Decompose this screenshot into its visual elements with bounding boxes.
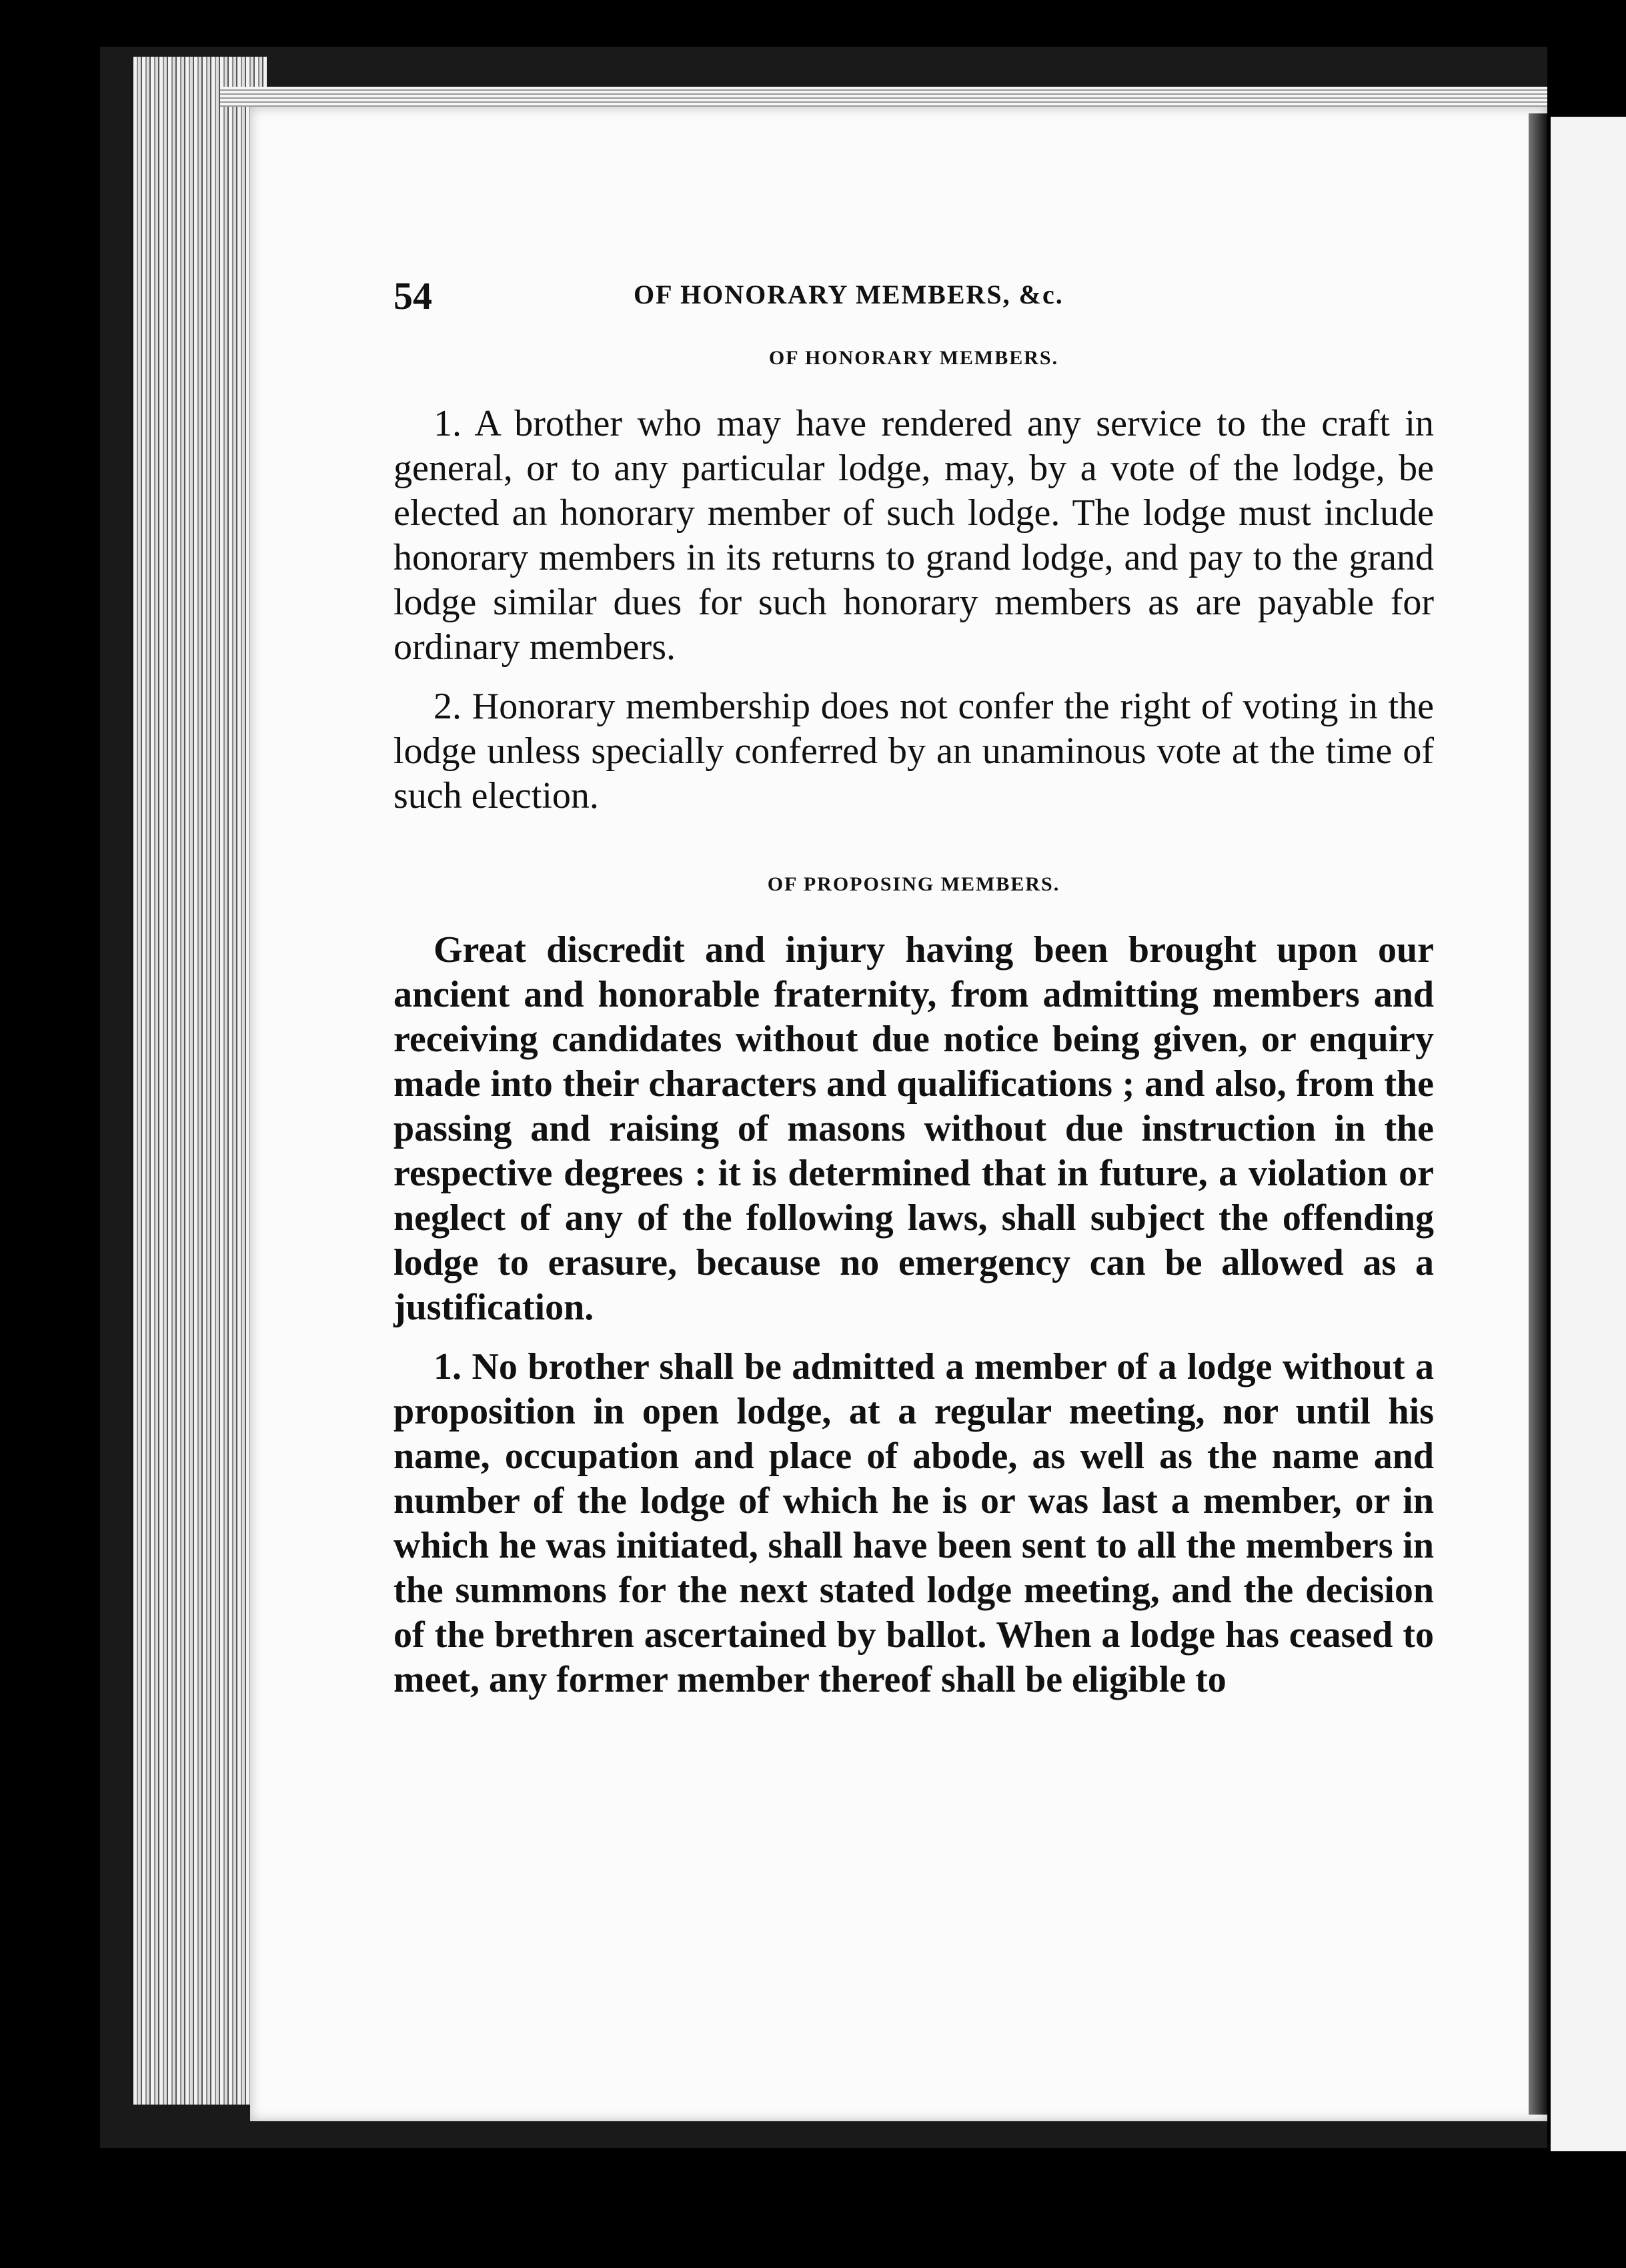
- book-gutter: [1529, 113, 1547, 2115]
- paragraph: 1. No brother shall be admitted a member of a lodge without a proposition in open lodge, at a regular meeting, nor until his name, occupation and place of abode, as well as the name and number of the lodge of which he is or was last a member, or in which he was initiated, shall have been sent to all the members in the summons for the next stated lodge meeting, and the decision of the brethren ascertained by ballot. When a lodge has ceased to meet, any former member thereof shall be eligible to: [393, 1346, 1434, 1700]
- section-heading: OF HONORARY MEMBERS.: [768, 347, 1059, 369]
- section-gap: [393, 833, 1434, 860]
- section-heading: OF PROPOSING MEMBERS.: [767, 873, 1060, 895]
- facing-page-edge: [1551, 117, 1626, 2151]
- page-number: 54: [393, 274, 432, 318]
- page-stack-top-edges: [220, 87, 1547, 107]
- paragraph: Great discredit and injury having been brought upon our ancient and honorable fraternity, from admitting members and receiving candidates without due notice being given, or enquiry made into their characters and qualifications ; and also, from the passing and raising of masons without due instruction in the respective degrees : it is determined that in future, a violation or neglect of any of the following laws, shall subject the offending lodge to erasure, because no emergency can be allowed as a justification.: [393, 929, 1434, 1328]
- page-text-block: [393, 260, 1434, 1717]
- paragraph: 1. A brother who may have rendered any service to the craft in general, or to any particular lodge, may, by a vote of the lodge, be elected an honorary member of such lodge. The lodge must include honorary members in its returns to grand lodge, and pay to the grand lodge similar dues for such honorary members as are payable for ordinary members.: [393, 403, 1434, 668]
- page-stack-edges: [133, 57, 267, 2105]
- section-honorary-members: [393, 347, 1434, 818]
- paragraph: 2. Honorary membership does not confer the right of voting in the lodge unless specially conferred by an unaminous vote at the time of such election.: [393, 686, 1434, 816]
- running-head: [393, 260, 1434, 334]
- running-title: OF HONORARY MEMBERS, &c.: [634, 279, 1064, 310]
- section-proposing-members: [393, 873, 1434, 1702]
